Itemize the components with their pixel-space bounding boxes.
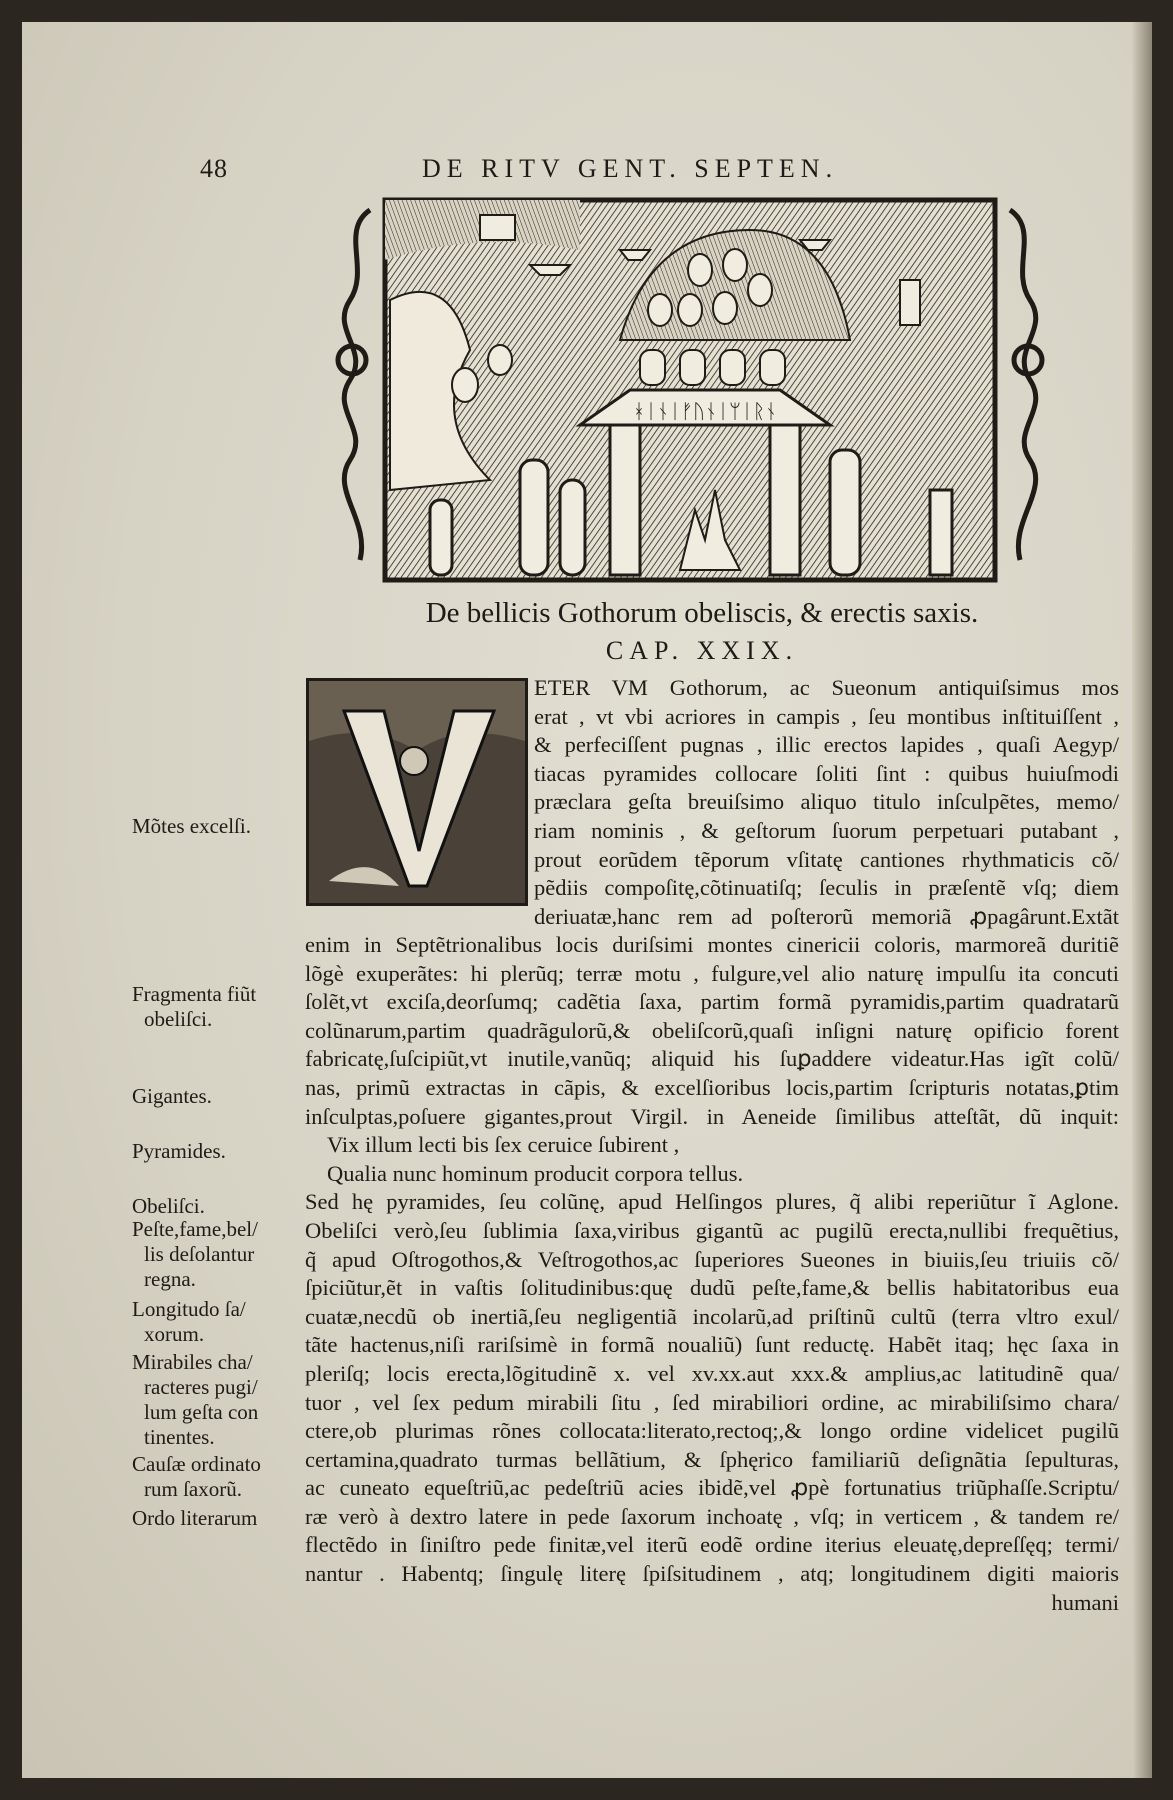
text-line: lõgè exuperãtes: hi plerũq; terræ motu , fulgure,vel alio naturę impulſu ita concuti (305, 960, 1119, 986)
marginal-note (132, 1350, 307, 1450)
marginal-note-line: lum geſta con (144, 1400, 259, 1424)
right-ornament (1010, 210, 1042, 560)
text-line: erat , vt vbi acriores in campis , ſeu montibus inſtituiſſent , (534, 703, 1119, 729)
text-line: nantur . Habentq; ſingulę literę ſpiſsitudinem , atq; longitudinem digiti maioris (305, 1561, 1119, 1587)
text-line: præclara geſta breuiſsimo aliquo titulo inſculpẽtes, memo/ (534, 789, 1119, 815)
marginal-note (132, 982, 307, 1032)
text-line: Sed hę pyramides, ſeu colũnę, apud Helſingos plures, q̃ alibi reperiũtur ĩ Aglone. (305, 1189, 1119, 1215)
marginal-note-line: tinentes. (144, 1425, 215, 1449)
marginal-note-line: Fragmenta fiũt (132, 982, 257, 1006)
runic-inscription: ᚼᛁᚾᛁᚠᚢᚾᛁᛘᛁᚱᚾ (633, 401, 777, 423)
text-line: ETER VM Gothorum, ac Sueonum antiquiſsimus mos (534, 675, 1119, 700)
book-page (22, 22, 1152, 1778)
initial-v-woodcut (309, 681, 525, 903)
text-line: ræ verò à dextro latere in pede ſaxorum inchoatę , vſq; in verticem , & tandem re/ (305, 1503, 1119, 1529)
marginal-note-line: Pyramides. (132, 1139, 226, 1163)
marginal-note-line: Ordo literarum (132, 1506, 258, 1530)
text-line: Vix illum lecti bis ſex ceruice ſubirent , (327, 1132, 680, 1158)
marginal-note-line: rum ſaxorũ. (144, 1477, 242, 1501)
page-number: 48 (200, 154, 228, 183)
marginal-note (132, 1084, 307, 1109)
marginal-note-line: Mõtes excelſi. (132, 814, 251, 838)
running-title: DE RITV GENT. SEPTEN. (422, 154, 839, 183)
marginal-note (132, 814, 307, 839)
marginal-note-line: Cauſæ ordinato (132, 1452, 261, 1476)
woodcut-illustration (330, 190, 1050, 590)
text-line: certamina,quadrato turmas bellãtium, & ſphęrico familiariũ deſignãtia ſepulturas, (305, 1446, 1119, 1472)
text-line: ſolẽt,vt exciſa,deorſumq; cadẽtia ſaxa, partim formã pyramidis,partim quadratarũ (305, 989, 1119, 1015)
marginal-note (132, 1452, 307, 1502)
text-line: & perfeciſſent pugnas , illic erectos lapides , quaſi Aegyp/ (534, 732, 1119, 758)
marginal-note (132, 1297, 307, 1347)
text-line: fabricatę,ſuſcipiũt,vt inutile,vanũq; aliquid his ſuꝑaddere videatur.Has igĩt colũ/ (305, 1046, 1119, 1072)
text-line: nas, primũ extractas in cãpis, & excelſioribus locis,partim ſcripturis notatas,ꝑtim (305, 1074, 1119, 1100)
text-line: ac cuneato equeſtriũ,ac pedeſtriũ acies ibidẽ,vel ꝓpè fortunatius triũphaſſe.Scriptu/ (305, 1475, 1119, 1501)
text-line: q̃ apud Oſtrogothos,& Veſtrogothos,ac ſuperiores Sueones in biuiis,ſeu triuiis cõ/ (305, 1246, 1119, 1272)
body-text-top (534, 674, 1119, 931)
text-line: riam nominis , & geſtorum ſuorum perpetuari putabant , (534, 817, 1119, 843)
marginal-note-line: lis deſolantur (144, 1242, 255, 1266)
marginal-note-line: Gigantes. (132, 1084, 212, 1108)
marginal-note-line: obeliſci. (144, 1007, 213, 1031)
body-text-full (305, 931, 1119, 1617)
chapter-title: De bellicis Gothorum obeliscis, & erectis saxis. (425, 597, 979, 629)
text-line: ſpiciũtur,ẽt in vaſtis ſolitudinibus:quę dudũ peſte,fame,& bellis habitatoribus eua (305, 1275, 1119, 1301)
marginal-note-line: Mirabiles cha/ (132, 1350, 253, 1374)
text-line: inſculptas,poſuere gigantes,prout Virgil. in Aeneide ſimilibus atteſtãt, dũ inquit: (305, 1103, 1119, 1129)
text-line: cuatæ,necdũ ob inertiã,ſeu negligentiã incolarũ,ad priſtinũ cultũ (terra vltro exul/ (305, 1303, 1119, 1329)
text-line: pleriſq; locis erecta,lõgitudinẽ x. vel xv.xx.aut xxx.& amplius,ac latitudinẽ qua/ (305, 1360, 1119, 1386)
chapter-number: CAP. XXIX. (605, 636, 799, 665)
decorated-initial (306, 678, 528, 906)
text-line: ctere,ob plurimas rõnes collocata:literato,rectoq;,& longo ordine videlicet pugilũ (305, 1418, 1119, 1444)
marginal-note (132, 1506, 307, 1531)
page-edge (1132, 22, 1152, 1778)
text-line: deriuatæ,hanc rem ad poſterorũ memoriã ꝓpagârunt.Extãt (534, 903, 1119, 929)
text-line: enim in Septẽtrionalibus locis duriſsimi montes cinericii coloris, marmoreã duritiẽ (305, 932, 1119, 957)
marginal-note-line: regna. (144, 1267, 196, 1291)
text-line: tuor , vel ſex pedum mirabili ſitu , ſed mirabiliori ordine, ac mirabiliſsimo chara/ (305, 1389, 1119, 1415)
marginal-note-line: racteres pugi/ (144, 1375, 258, 1399)
text-line: humani (1051, 1589, 1119, 1615)
text-line: flectẽdo in ſiniſtro pede finitæ,vel iterũ eodẽ ordine iterius eleuatę,depreſſęq; termi/ (305, 1532, 1119, 1558)
text-line: Qualia nunc hominum producit corpora tellus. (327, 1160, 744, 1186)
text-line: Obeliſci verò,ſeu ſublimia ſaxa,viribus gigantũ ac pugilũ erecta,nullibi frequẽtius, (305, 1217, 1119, 1243)
text-line: colũnarum,partim quadrãgulorũ,& obeliſcorũ,quaſi inſigni naturę opificio forent (305, 1017, 1119, 1043)
text-line: tãte hactenus,niſi rariſsimè in formã noualiũ) ſunt reductę. Habẽt itaq; hęc ſaxa in (305, 1332, 1119, 1358)
text-line: pẽdiis compoſitę,cõtinuatiſq; ſeculis in præſentẽ vſq; diem (534, 875, 1119, 901)
marginal-note (132, 1217, 307, 1292)
marginal-note-line: xorum. (144, 1322, 205, 1346)
marginal-note (132, 1139, 307, 1164)
marginal-note-line: Peſte,fame,bel/ (132, 1217, 258, 1241)
marginal-note (132, 1194, 307, 1219)
marginal-note-line: Longitudo ſa/ (132, 1297, 246, 1321)
left-ornament (338, 210, 370, 560)
text-line: tiacas pyramides collocare ſoliti ſint : quibus huiuſmodi (534, 760, 1119, 786)
text-line: prout eorũdem tẽporum vſitatę cantiones rhythmaticis cõ/ (534, 846, 1119, 872)
initial-letter: V (413, 803, 421, 814)
marginal-note-line: Obeliſci. (132, 1194, 205, 1218)
